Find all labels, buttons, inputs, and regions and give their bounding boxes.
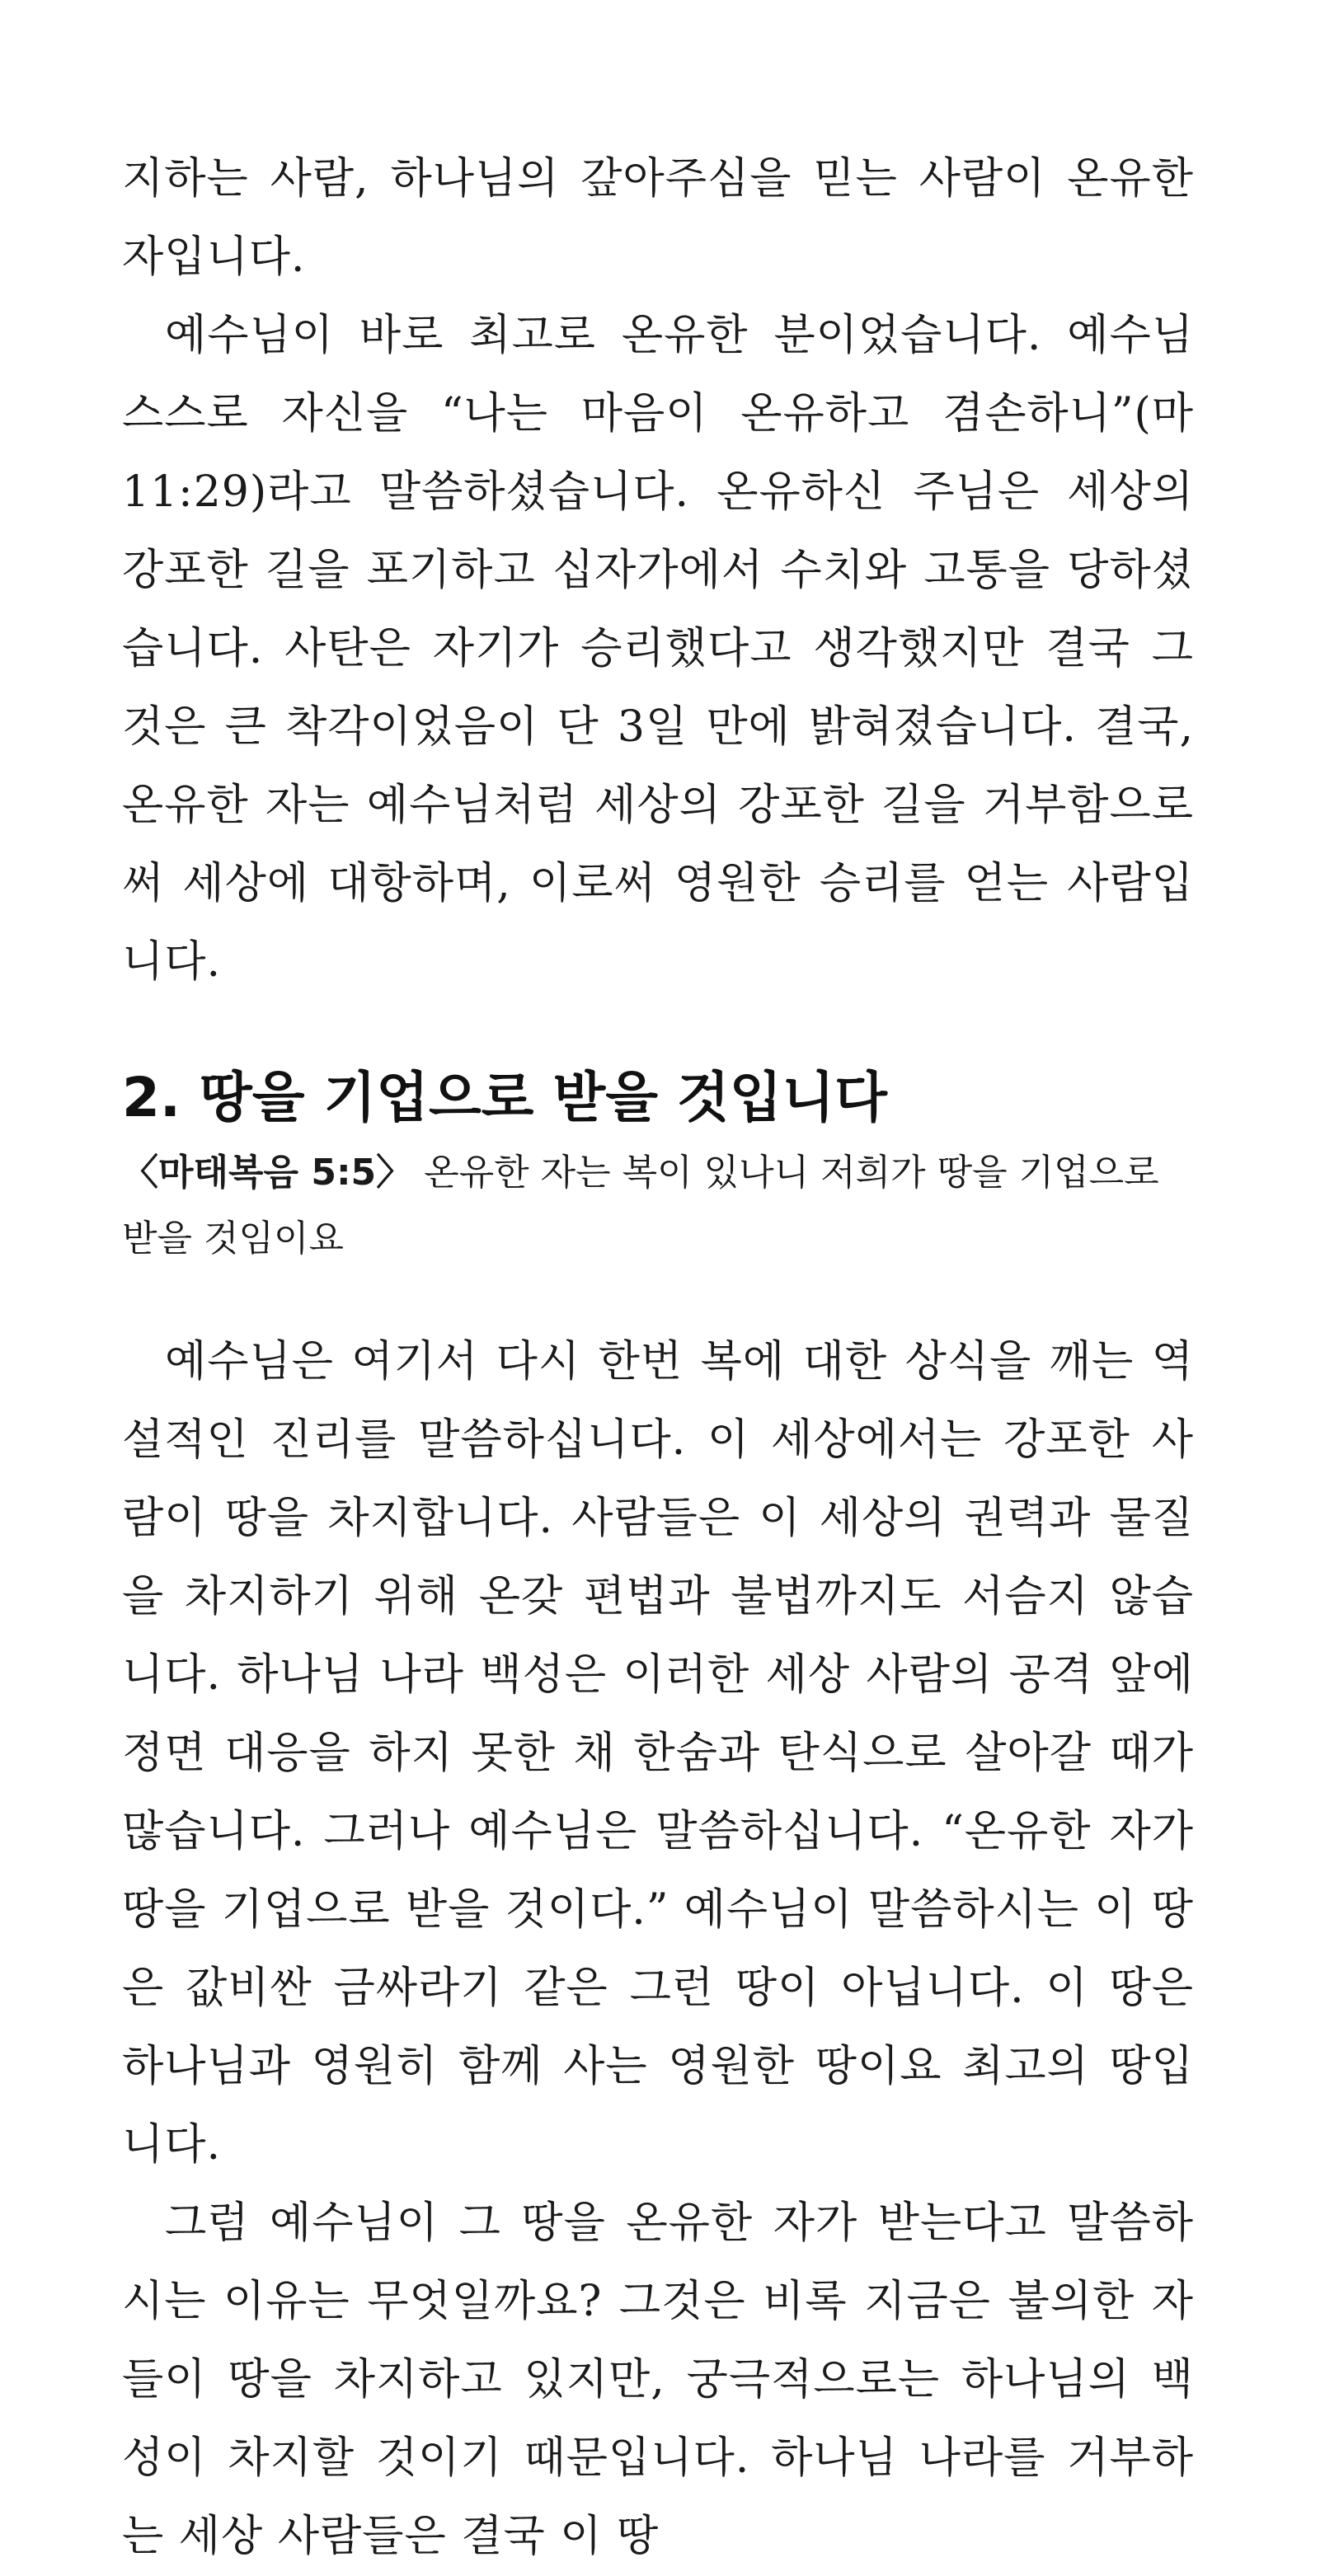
paragraph-jesus-meekness: 예수님이 바로 최고로 온유한 분이었습니다. 예수님 스스로 자신을 “나는 마음이 온유하고 겸손하니”(마 11:29)라고 말씀하셨습니다. 온유하신 주님은 세상의 강포한 길을 포기하고 십자가에서 수치와 고통을 당하셨습니다. 사탄은 자기가 승리했다고 생각했지만 결국 그것은 큰 착각이었음이 단 3일 만에 밝혀졌습니다. 결국, 온유한 자는 예수님처럼 세상의 강포한 길을 거부함으로써 세상에 대항하며, 이로써 영원한 승리를 얻는 사람입니다.	[122, 311, 1194, 987]
paragraph-inherit-land: 예수님은 여기서 다시 한번 복에 대한 상식을 깨는 역설적인 진리를 말씀하십니다. 이 세상에서는 강포한 사람이 땅을 차지합니다. 사람들은 이 세상의 권력과 물질을 차지하기 위해 온갖 편법과 불법까지도 서슴지 않습니다. 하나님 나라 백성은 이러한 세상 사람의 공격 앞에 정면 대응을 하지 못한 채 한숨과 탄식으로 살아갈 때가 많습니다. 그러나 예수님은 말씀하십니다. “온유한 자가 땅을 기업으로 받을 것이다.” 예수님이 말씀하시는 이 땅은 값비싼 금싸라기 같은 그런 땅이 아닙니다. 이 땅은 하나님과 영원히 함께 사는 영원한 땅이요 최고의 땅입니다.	[122, 1337, 1194, 2170]
paragraph-continued: 지하는 사람, 하나님의 갚아주심을 믿는 사람이 온유한 자입니다.	[122, 154, 1194, 282]
scripture-verse	[122, 1140, 1194, 1272]
paragraph-why-meek: 그럼 예수님이 그 땅을 온유한 자가 받는다고 말씀하시는 이유는 무엇일까요? 그것은 비록 지금은 불의한 자들이 땅을 차지하고 있지만, 궁극적으로는 하나님의 백성이 차지할 것이기 때문입니다. 하나님 나라를 거부하는 세상 사람들은 결국 이 땅	[122, 2198, 1194, 2561]
section-heading: 2. 땅을 기업으로 받을 것입니다	[122, 1066, 887, 1129]
book-page	[122, 140, 1194, 2576]
verse-reference: 〈마태복음 5:5〉	[122, 1152, 413, 1194]
verse-text: 온유한 자는 복이 있나니 저희가 땅을 기업으로 받을 것임이요	[122, 1152, 1159, 1260]
